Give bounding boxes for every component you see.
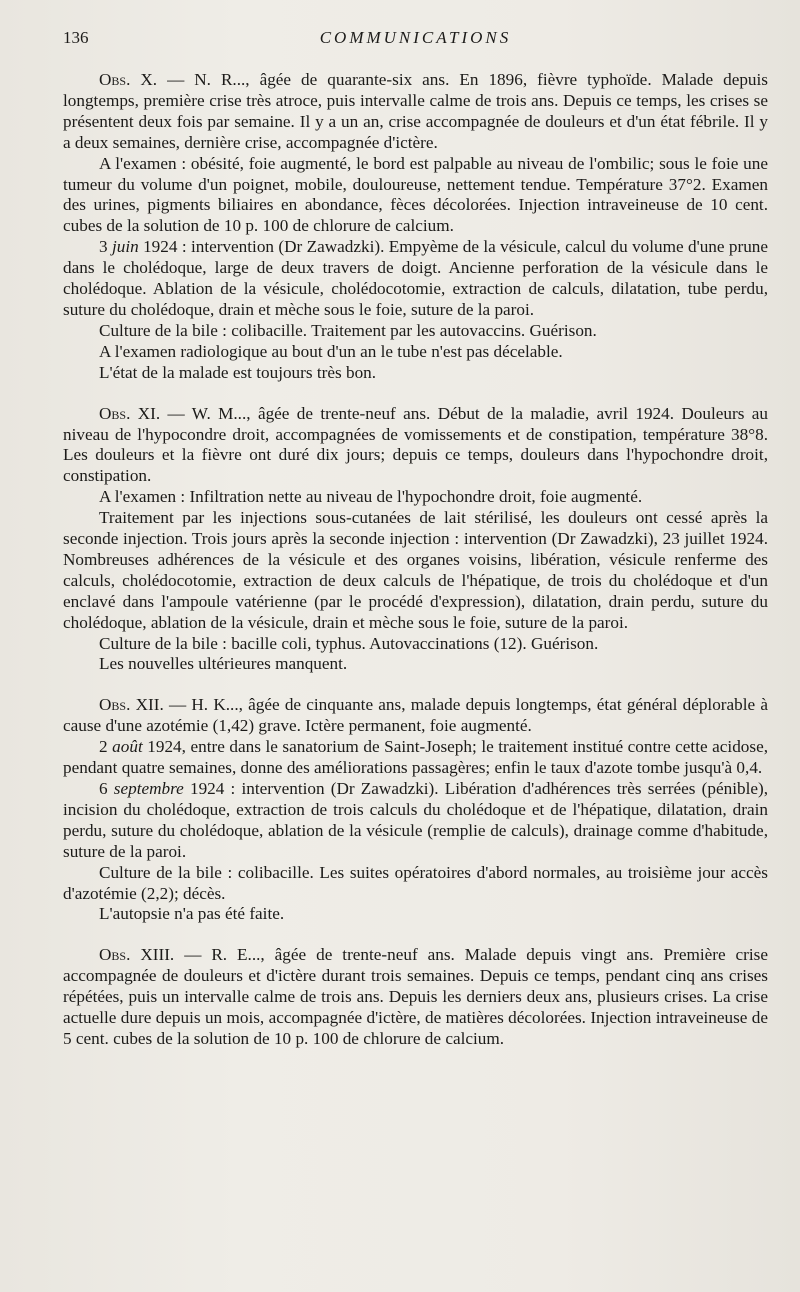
paragraph-text: L'état de la malade est toujours très bon.	[99, 362, 377, 382]
observation-xiii	[63, 945, 768, 1050]
paragraph	[63, 363, 768, 384]
paragraph	[63, 508, 768, 633]
paragraph-text: — H. K..., âgée de cinquante ans, malade depuis longtemps, état général déplorable à cause d'une azotémie (1,42) grave. Ictère permanent, foie augmenté.	[63, 695, 768, 736]
observation-label: Obs. XI.	[99, 403, 161, 423]
paragraph	[63, 321, 768, 342]
paragraph-text: Culture de la bile : colibacille. Traitement par les autovaccins. Guérison.	[99, 320, 597, 340]
paragraph-text: Culture de la bile : colibacille. Les suites opératoires d'abord normales, au troisième jour accès d'azotémie (2,2); décès.	[63, 862, 768, 903]
paragraph-text: A l'examen : Infiltration nette au niveau de l'hypochondre droit, foie augmenté.	[99, 487, 643, 507]
paragraph-text: 1924 : intervention (Dr Zawadzki). Libération d'adhérences très serrées (pénible), incision du cholédoque, extraction de trois calculs du cholédoque et de l'hépatique, dilatation, drain perdu, suture du cholédoque, ablation de la vésicule (remplie de calculs), drainage comme d'habitude, suture de la paroi.	[63, 779, 768, 861]
paragraph-text: — R. E..., âgée de trente-neuf ans. Malade depuis vingt ans. Première crise accompagnée de douleurs et d'ictère durant trois semaines. Depuis ce temps, pendant cinq ans crises répétées, puis un intervalle calme de trois ans. Depuis les derniers deux ans, plusieurs crises. La crise actuelle dure depuis un mois, accompagnée d'ictère, de matières décolorées. Injection intraveineuse de 5 cent. cubes de la solution de 10 p. 100 de chlorure de calcium.	[63, 945, 768, 1048]
page-number: 136	[63, 28, 89, 47]
paragraph	[63, 237, 768, 321]
paragraph-text: L'autopsie n'a pas été faite.	[99, 904, 285, 924]
paragraph	[63, 779, 768, 863]
paragraph-text: 1924 : intervention (Dr Zawadzki). Empyème de la vésicule, calcul du volume d'une prune dans le cholédoque, large de deux travers de doigt. Ancienne perforation de la vésicule dans le cholédoque. Ablation de la vésicule, cholédocotomie, extraction de calculs, dilatation, tube perdu, suture du cholédoque, drain et mèche sous le foie, suture de la paroi.	[63, 237, 769, 319]
date-month: juin	[111, 237, 139, 257]
observation-xii	[63, 695, 768, 925]
page-header	[63, 28, 768, 50]
date-day: 2	[99, 737, 113, 757]
paragraph-text: — W. M..., âgée de trente-neuf ans. Début de la maladie, avril 1924. Douleurs au niveau de l'hypocondre droit, accompagnées de vomissements et de constipation, température 38°8. Les douleurs et la fièvre ont duré dix jours; depuis ce temps, douleurs dans l'hypochondre droit, constipation.	[63, 403, 768, 486]
paragraph	[63, 695, 768, 737]
paragraph-text: Les nouvelles ultérieures manquent.	[99, 654, 348, 674]
running-title: COMMUNICATIONS	[319, 28, 512, 47]
observation-label: Obs. XII.	[99, 695, 164, 715]
date-day: 3	[99, 237, 112, 257]
paragraph-text: Culture de la bile : bacille coli, typhus. Autovaccinations (12). Guérison.	[99, 633, 599, 653]
paragraph	[63, 904, 768, 925]
paragraph-text: 1924, entre dans le sanatorium de Saint-Joseph; le traitement institué contre cette acidose, pendant quatre semaines, donne des améliorations passagères; enfin le taux d'azote tombe jusqu'à 0,4.	[63, 737, 768, 778]
paragraph-text: A l'examen : obésité, foie augmenté, le bord est palpable au niveau de l'ombilic; sous le foie une tumeur du volume d'un poignet, mobile, douloureuse, nettement tendue. Température 37°2. Examen des urines, pigments biliaires en abondance, fèces décolorées. Injection intraveineuse de 10 cent. cubes de la solution de 10 p. 100 de chlorure de calcium.	[63, 153, 768, 236]
paragraph-text: A l'examen radiologique au bout d'un an le tube n'est pas décelable.	[99, 341, 563, 361]
paragraph-text: — N. R..., âgée de quarante-six ans. En 1896, fièvre typhoïde. Malade depuis longtemps, première crise très atroce, puis intervalle calme de trois ans. Depuis ce temps, les crises se présentent deux fois par semaine. Il y a un an, crise accompagnée de douleurs et d'un état fébrile. Il y a deux semaines, dernière crise, accompagnée d'ictère.	[63, 70, 768, 152]
paragraph	[63, 154, 768, 238]
paragraph	[63, 342, 768, 363]
observation-label: Obs. X.	[99, 70, 158, 89]
paragraph	[63, 863, 768, 905]
paragraph	[63, 737, 768, 779]
paragraph	[63, 404, 768, 488]
paragraph	[63, 654, 768, 675]
date-day: 6	[99, 779, 114, 798]
date-month: septembre	[113, 779, 184, 798]
date-month: août	[112, 737, 143, 757]
paragraph	[63, 487, 768, 508]
observation-label: Obs. XIII.	[99, 945, 175, 965]
paragraph	[63, 634, 768, 655]
observations-body	[63, 70, 768, 1050]
paragraph	[63, 70, 768, 154]
paragraph-text: Traitement par les injections sous-cutanées de lait stérilisé, les douleurs ont cessé après la seconde injection. Trois jours après la seconde injection : intervention (Dr Zawadzki), 23 juillet 1924. Nombreuses adhérences de la vésicule et des organes voisins, libération, vésicule renferme des calculs, cholédocotomie, extraction de deux calculs de l'hépatique, de trois du cholédoque et d'un enclavé dans l'ampoule vatérienne (par le procédé d'expression), dilatation, drain perdu, suture du cholédoque, ablation de la vésicule, drain et mèche sous le foie, suture de la paroi.	[63, 508, 768, 632]
observation-x	[63, 70, 768, 384]
paragraph	[63, 945, 768, 1050]
observation-xi	[63, 404, 768, 676]
